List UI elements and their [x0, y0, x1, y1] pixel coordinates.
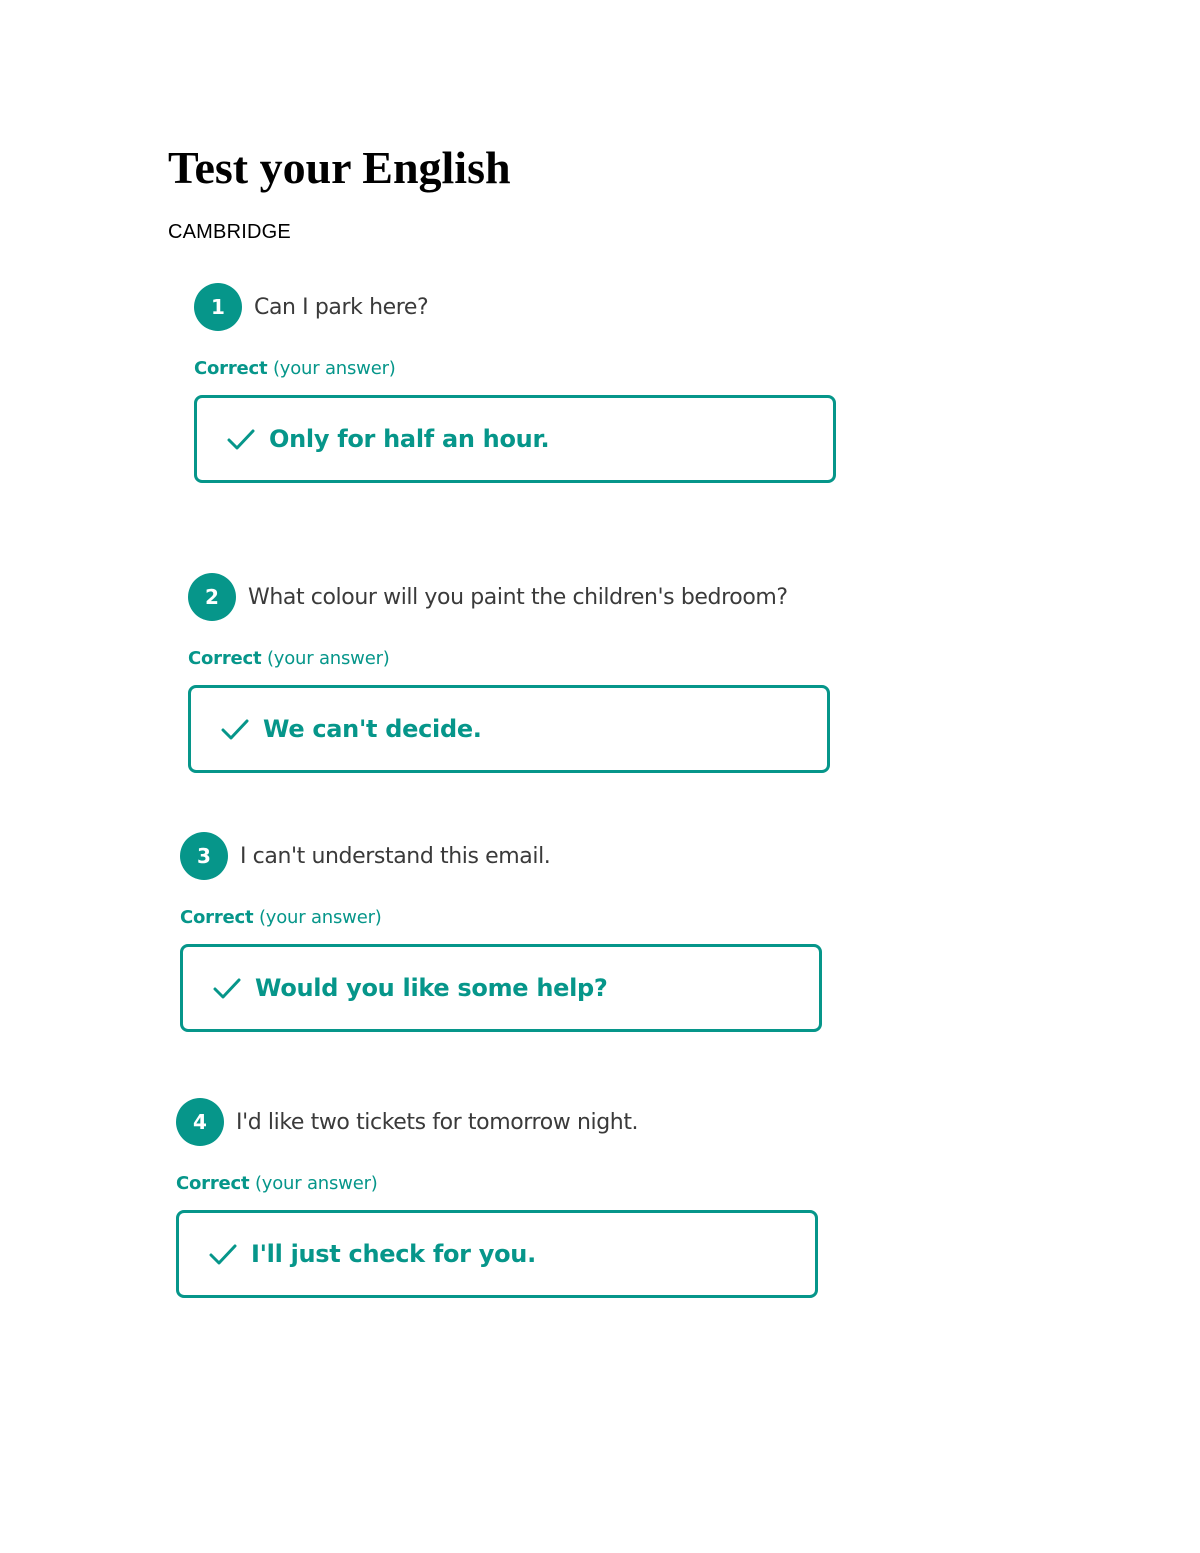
selected-answer-option[interactable]	[180, 944, 822, 1032]
question-card	[194, 283, 854, 503]
result-status: Correct	[180, 907, 254, 928]
selected-answer-option[interactable]	[188, 685, 830, 773]
question-header	[188, 573, 788, 621]
result-note: (your answer)	[266, 648, 390, 669]
result-status: Correct	[188, 648, 262, 669]
question-number-badge: 1	[194, 283, 242, 331]
question-card	[176, 1098, 836, 1318]
question-header	[194, 283, 428, 331]
result-note: (your answer)	[258, 907, 382, 928]
result-status: Correct	[176, 1173, 250, 1194]
answer-text: Only for half an hour.	[269, 425, 550, 453]
question-text: What colour will you paint the children's bedroom?	[248, 584, 788, 610]
selected-answer-option[interactable]	[176, 1210, 818, 1298]
question-card	[180, 832, 840, 1052]
result-label	[188, 647, 390, 671]
answer-text: Would you like some help?	[255, 974, 608, 1002]
result-label	[194, 357, 396, 381]
question-text: Can I park here?	[254, 294, 429, 320]
check-icon	[209, 1243, 237, 1265]
result-note: (your answer)	[254, 1173, 378, 1194]
question-number-badge: 4	[176, 1098, 224, 1146]
page-subtitle: CAMBRIDGE	[168, 221, 291, 243]
answer-text: We can't decide.	[263, 715, 482, 743]
check-icon	[221, 718, 249, 740]
question-text: I'd like two tickets for tomorrow night.	[236, 1109, 639, 1135]
check-icon	[213, 977, 241, 999]
question-header	[180, 832, 550, 880]
question-card	[188, 573, 848, 793]
page-title: Test your English	[168, 142, 511, 193]
question-number-badge: 2	[188, 573, 236, 621]
question-number-badge: 3	[180, 832, 228, 880]
result-label	[176, 1172, 378, 1196]
selected-answer-option[interactable]	[194, 395, 836, 483]
result-status: Correct	[194, 358, 268, 379]
question-header	[176, 1098, 638, 1146]
result-note: (your answer)	[272, 358, 396, 379]
answer-text: I'll just check for you.	[251, 1240, 536, 1268]
question-text: I can't understand this email.	[240, 843, 551, 869]
check-icon	[227, 428, 255, 450]
result-label	[180, 906, 382, 930]
